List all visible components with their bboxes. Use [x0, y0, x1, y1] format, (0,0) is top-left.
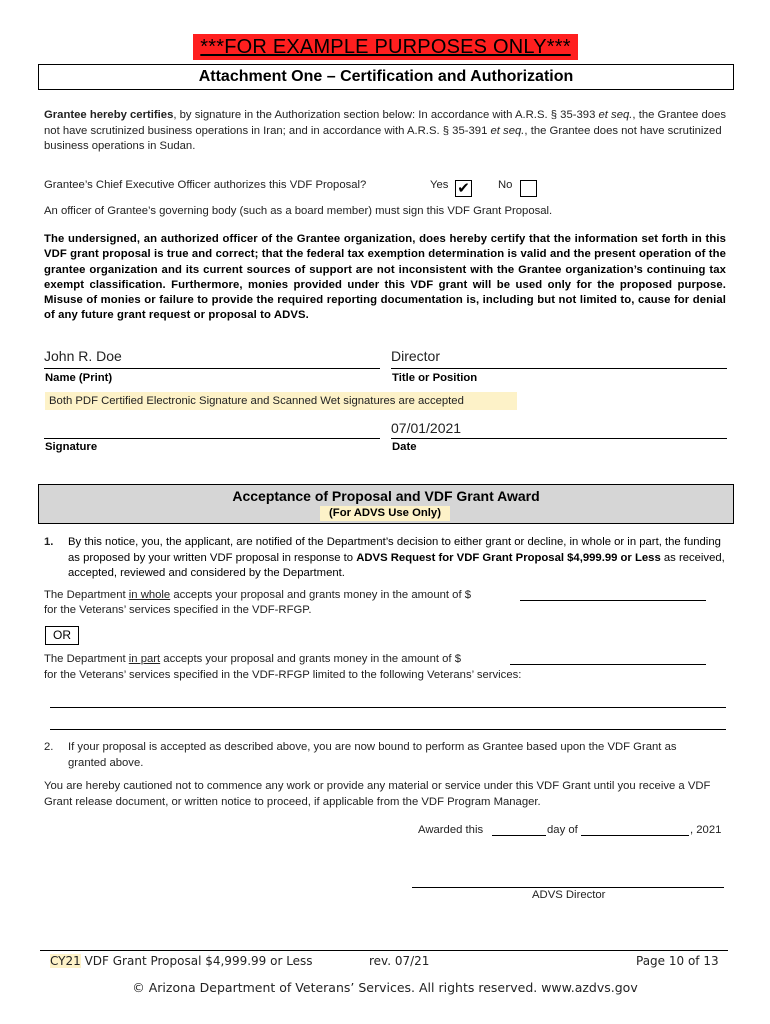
or-box: OR: [45, 626, 79, 645]
awarded-year-label: , 2021: [690, 824, 722, 836]
awarded-this-label: Awarded this: [418, 824, 484, 836]
date-label: Date: [392, 441, 417, 453]
officer-note: An officer of Grantee’s governing body (such as a board member) must sign this VDF Grant Proposal.: [44, 205, 553, 217]
name-value: John R. Doe: [44, 348, 122, 364]
footer-cy: CY21: [50, 954, 81, 968]
in-whole-post: accepts your proposal and grants money in the amount of $: [170, 589, 472, 601]
certify-text-2: , the Grantee does not have scrutinized business operations in Iran; and in accordance with A.R.S. § 35-391: [44, 109, 726, 137]
certify-text-3: , the Grantee does not have scrutinized business operations in Sudan.: [44, 124, 722, 152]
date-line: [391, 438, 727, 439]
footer-doc-name: VDF Grant Proposal $4,999.99 or Less: [80, 954, 313, 968]
title-label: Title or Position: [392, 372, 478, 384]
signature-label: Signature: [45, 441, 98, 453]
acceptance-title: Acceptance of Proposal and VDF Grant Award: [232, 488, 540, 504]
in-whole-pre: The Department: [44, 589, 129, 601]
footer-divider: [40, 950, 728, 951]
example-banner: ***FOR EXAMPLE PURPOSES ONLY***: [193, 34, 578, 60]
undersigned-statement: The undersigned, an authorized officer of the Grantee organization, does hereby certify that the information set forth in this VDF grant proposal is true and correct; that the federal tax exemption determination is valid and the present operation of the grantee organization and its current sources of support are not inconsistent with the Grantee organization’s continuing tax exempt classification. Furthermore, monies provided under this VDF grant will be used only for the proposed purpose. Misuse of monies or failure to provide the required reporting documentation is, including but not limited to, cause for denial of any future grant request or proposal to ADVS.: [44, 233, 726, 322]
certify-text-1: , by signature in the Authorization section below: In accordance with A.R.S. § 35-393: [173, 109, 599, 121]
name-line: [44, 368, 380, 369]
footer-revision: rev. 07/21: [369, 954, 430, 968]
in-whole-emphasis: in whole: [128, 589, 171, 601]
in-part-line: [44, 652, 461, 668]
in-part-line-2: for the Veterans’ services specified in the VDF-RFGP limited to the following Veterans’ services:: [44, 669, 522, 681]
acceptance-subtitle: (For ADVS Use Only): [320, 506, 450, 521]
caution-text: You are hereby cautioned not to commence any work or provide any material or service under this VDF Grant until you receive a VDF Grant release document, or written notice to proceed, if applicable from the VDF Program Manager.: [44, 780, 711, 808]
in-whole-amount-field[interactable]: [520, 600, 706, 601]
services-line-2[interactable]: [50, 729, 726, 730]
no-label: No: [498, 179, 513, 191]
title-line: [391, 368, 727, 369]
awarded-month-field[interactable]: [581, 835, 689, 836]
item-2-text: If your proposal is accepted as described above, you are now bound to perform as Grantee based upon the VDF Grant as granted above.: [68, 741, 677, 769]
in-whole-line: [44, 588, 471, 604]
item-1-tail: as received, accepted, reviewed and considered by the Department.: [68, 551, 725, 579]
name-label: Name (Print): [45, 372, 113, 384]
yes-checkbox[interactable]: ✔: [455, 180, 472, 197]
certify-etseq-1: et seq.: [598, 109, 633, 121]
services-line-1[interactable]: [50, 707, 726, 708]
item-1-body: By this notice, you, the applicant, are notified of the Department’s decision to either grant or decline, in whole or in part, the funding as proposed by your written VDF proposal in response to: [68, 536, 721, 564]
title-value: Director: [391, 348, 441, 364]
certify-etseq-2: et seq.: [490, 124, 525, 137]
item-1-bold: ADVS Request for VDF Grant Proposal $4,999.99 or Less: [356, 551, 661, 564]
certify-lead: Grantee hereby certifies: [44, 109, 174, 121]
in-part-emphasis: in part: [128, 653, 161, 665]
ceo-question: Grantee’s Chief Executive Officer authorizes this VDF Proposal?: [44, 179, 367, 191]
director-label: ADVS Director: [532, 889, 606, 901]
footer-page-number: Page 10 of 13: [636, 954, 719, 968]
in-part-amount-field[interactable]: [510, 664, 706, 665]
in-whole-line-2: for the Veterans’ services specified in the VDF-RFGP.: [44, 604, 312, 616]
signature-note: Both PDF Certified Electronic Signature and Scanned Wet signatures are accepted: [45, 392, 517, 410]
signature-line[interactable]: [44, 438, 380, 439]
item-1-number: 1.: [44, 536, 54, 548]
in-part-pre: The Department: [44, 653, 129, 665]
no-checkbox[interactable]: [520, 180, 537, 197]
footer-document: [50, 954, 313, 968]
yes-label: Yes: [430, 179, 449, 191]
in-part-post: accepts your proposal and grants money in the amount of $: [160, 653, 461, 665]
awarded-day-of-label: day of: [547, 824, 578, 836]
item-2-number: 2.: [44, 741, 54, 753]
awarded-day-field[interactable]: [492, 835, 546, 836]
date-value[interactable]: 07/01/2021: [391, 420, 462, 436]
certification-paragraph: [44, 108, 726, 155]
item-1-text: [68, 535, 728, 582]
footer-copyright: © Arizona Department of Veterans’ Services. All rights reserved. www.azdvs.gov: [132, 980, 638, 995]
attachment-title: Attachment One – Certification and Authorization: [38, 64, 734, 90]
